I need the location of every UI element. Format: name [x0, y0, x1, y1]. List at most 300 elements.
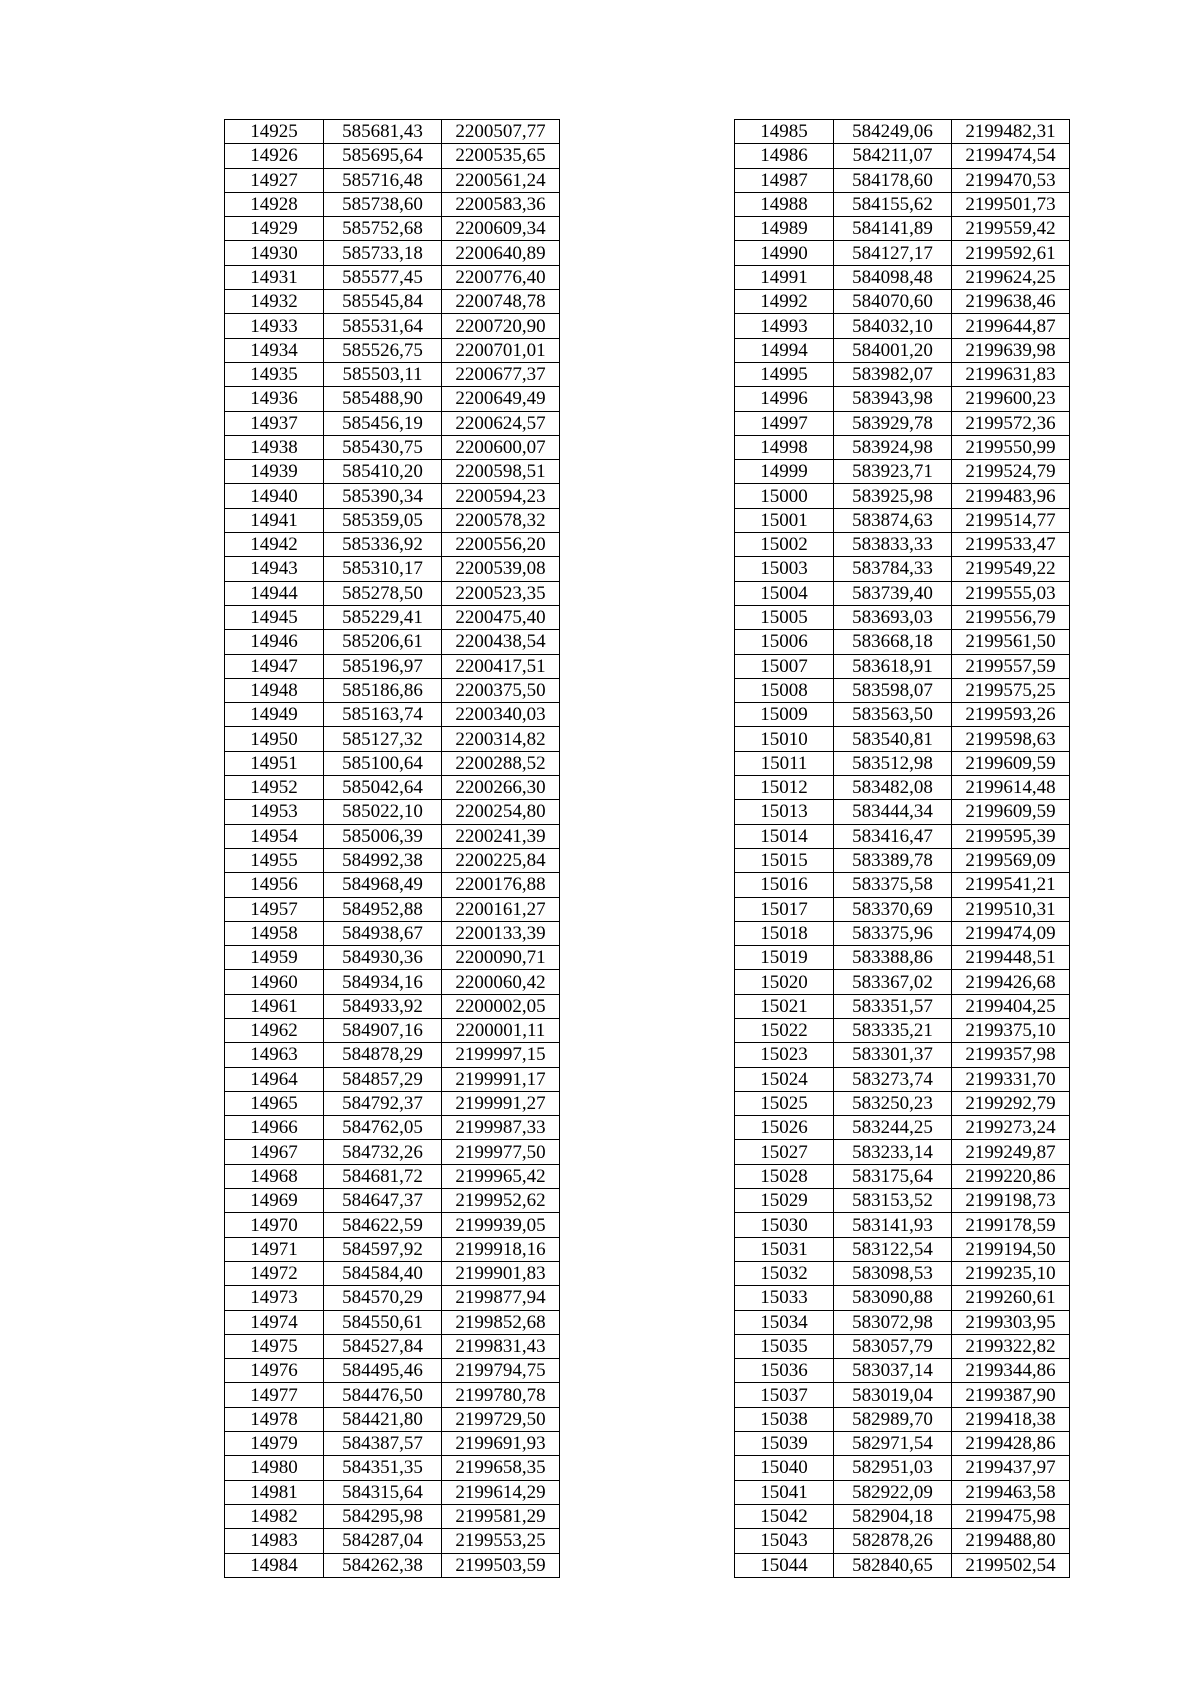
table-row — [735, 897, 1070, 921]
table-row — [225, 1140, 560, 1164]
x-coordinate-cell: 585531,64 — [324, 314, 442, 338]
x-coordinate-cell: 585022,10 — [324, 800, 442, 824]
point-number-cell: 14963 — [225, 1043, 324, 1067]
y-coordinate-cell: 2199901,83 — [442, 1261, 560, 1285]
table-row — [225, 435, 560, 459]
y-coordinate-cell: 2199463,58 — [952, 1480, 1070, 1504]
table-row — [225, 411, 560, 435]
table-row — [735, 314, 1070, 338]
table-row — [735, 1480, 1070, 1504]
x-coordinate-cell: 583244,25 — [834, 1116, 952, 1140]
table-row — [735, 1553, 1070, 1577]
point-number-cell: 14946 — [225, 630, 324, 654]
point-number-cell: 14936 — [225, 387, 324, 411]
y-coordinate-cell: 2199474,09 — [952, 921, 1070, 945]
y-coordinate-cell: 2200640,89 — [442, 241, 560, 265]
table-row — [735, 168, 1070, 192]
point-number-cell: 14978 — [225, 1407, 324, 1431]
table-row — [735, 533, 1070, 557]
y-coordinate-cell: 2199631,83 — [952, 362, 1070, 386]
table-row — [735, 435, 1070, 459]
x-coordinate-cell: 583598,07 — [834, 678, 952, 702]
table-row — [735, 120, 1070, 144]
point-number-cell: 15039 — [735, 1432, 834, 1456]
y-coordinate-cell: 2199561,50 — [952, 630, 1070, 654]
point-number-cell: 15043 — [735, 1529, 834, 1553]
point-number-cell: 14927 — [225, 168, 324, 192]
table-row — [735, 1504, 1070, 1528]
y-coordinate-cell: 2199600,23 — [952, 387, 1070, 411]
point-number-cell: 14977 — [225, 1383, 324, 1407]
point-number-cell: 15027 — [735, 1140, 834, 1164]
point-number-cell: 14968 — [225, 1164, 324, 1188]
table-row — [225, 1383, 560, 1407]
table-row — [225, 1456, 560, 1480]
table-row — [225, 387, 560, 411]
point-number-cell: 14999 — [735, 460, 834, 484]
y-coordinate-cell: 2200060,42 — [442, 970, 560, 994]
y-coordinate-cell: 2199194,50 — [952, 1237, 1070, 1261]
y-coordinate-cell: 2200254,80 — [442, 800, 560, 824]
table-row — [735, 1067, 1070, 1091]
point-number-cell: 15012 — [735, 776, 834, 800]
table-row — [735, 1432, 1070, 1456]
y-coordinate-cell: 2199939,05 — [442, 1213, 560, 1237]
table-row — [225, 1286, 560, 1310]
table-row — [735, 776, 1070, 800]
table-row — [735, 1286, 1070, 1310]
y-coordinate-cell: 2199592,61 — [952, 241, 1070, 265]
y-coordinate-cell: 2199426,68 — [952, 970, 1070, 994]
table-row — [225, 1553, 560, 1577]
point-number-cell: 15021 — [735, 994, 834, 1018]
point-number-cell: 15025 — [735, 1091, 834, 1115]
y-coordinate-cell: 2200535,65 — [442, 144, 560, 168]
y-coordinate-cell: 2199658,35 — [442, 1456, 560, 1480]
x-coordinate-cell: 583444,34 — [834, 800, 952, 824]
point-number-cell: 15000 — [735, 484, 834, 508]
table-row — [735, 1091, 1070, 1115]
point-number-cell: 14937 — [225, 411, 324, 435]
x-coordinate-cell: 583388,86 — [834, 946, 952, 970]
y-coordinate-cell: 2199991,27 — [442, 1091, 560, 1115]
x-coordinate-cell: 582878,26 — [834, 1529, 952, 1553]
table-row — [225, 508, 560, 532]
point-number-cell: 15001 — [735, 508, 834, 532]
x-coordinate-cell: 584421,80 — [324, 1407, 442, 1431]
point-number-cell: 14989 — [735, 217, 834, 241]
table-row — [225, 1504, 560, 1528]
point-number-cell: 15006 — [735, 630, 834, 654]
x-coordinate-cell: 585577,45 — [324, 265, 442, 289]
table-row — [225, 727, 560, 751]
y-coordinate-cell: 2200001,11 — [442, 1018, 560, 1042]
table-row — [225, 338, 560, 362]
point-number-cell: 14940 — [225, 484, 324, 508]
x-coordinate-cell: 583019,04 — [834, 1383, 952, 1407]
point-number-cell: 14988 — [735, 192, 834, 216]
x-coordinate-cell: 583925,98 — [834, 484, 952, 508]
x-coordinate-cell: 585229,41 — [324, 605, 442, 629]
x-coordinate-cell: 584907,16 — [324, 1018, 442, 1042]
x-coordinate-cell: 585695,64 — [324, 144, 442, 168]
x-coordinate-cell: 583037,14 — [834, 1359, 952, 1383]
point-number-cell: 15042 — [735, 1504, 834, 1528]
x-coordinate-cell: 583153,52 — [834, 1189, 952, 1213]
table-row — [735, 1529, 1070, 1553]
table-row — [735, 362, 1070, 386]
table-row — [735, 751, 1070, 775]
table-row — [735, 290, 1070, 314]
point-number-cell: 14941 — [225, 508, 324, 532]
table-row — [735, 1310, 1070, 1334]
point-number-cell: 14964 — [225, 1067, 324, 1091]
table-row — [735, 970, 1070, 994]
y-coordinate-cell: 2199482,31 — [952, 120, 1070, 144]
table-row — [735, 581, 1070, 605]
x-coordinate-cell: 584878,29 — [324, 1043, 442, 1067]
table-row — [225, 946, 560, 970]
y-coordinate-cell: 2199198,73 — [952, 1189, 1070, 1213]
point-number-cell: 15030 — [735, 1213, 834, 1237]
point-number-cell: 14934 — [225, 338, 324, 362]
x-coordinate-cell: 583982,07 — [834, 362, 952, 386]
table-row — [225, 460, 560, 484]
x-coordinate-cell: 582904,18 — [834, 1504, 952, 1528]
y-coordinate-cell: 2200375,50 — [442, 678, 560, 702]
table-row — [225, 1067, 560, 1091]
y-coordinate-cell: 2199977,50 — [442, 1140, 560, 1164]
x-coordinate-cell: 583618,91 — [834, 654, 952, 678]
y-coordinate-cell: 2199501,73 — [952, 192, 1070, 216]
x-coordinate-cell: 583512,98 — [834, 751, 952, 775]
y-coordinate-cell: 2200748,78 — [442, 290, 560, 314]
x-coordinate-cell: 584550,61 — [324, 1310, 442, 1334]
point-number-cell: 14955 — [225, 848, 324, 872]
x-coordinate-cell: 584155,62 — [834, 192, 952, 216]
table-row — [735, 873, 1070, 897]
point-number-cell: 14990 — [735, 241, 834, 265]
y-coordinate-cell: 2199877,94 — [442, 1286, 560, 1310]
y-coordinate-cell: 2199553,25 — [442, 1529, 560, 1553]
y-coordinate-cell: 2200340,03 — [442, 703, 560, 727]
point-number-cell: 14961 — [225, 994, 324, 1018]
x-coordinate-cell: 584098,48 — [834, 265, 952, 289]
point-number-cell: 14967 — [225, 1140, 324, 1164]
x-coordinate-cell: 585545,84 — [324, 290, 442, 314]
table-row — [735, 265, 1070, 289]
x-coordinate-cell: 582971,54 — [834, 1432, 952, 1456]
point-number-cell: 15022 — [735, 1018, 834, 1042]
y-coordinate-cell: 2199780,78 — [442, 1383, 560, 1407]
x-coordinate-cell: 584262,38 — [324, 1553, 442, 1577]
table-row — [225, 144, 560, 168]
x-coordinate-cell: 583057,79 — [834, 1334, 952, 1358]
x-coordinate-cell: 583784,33 — [834, 557, 952, 581]
table-row — [225, 1164, 560, 1188]
table-row — [735, 1140, 1070, 1164]
y-coordinate-cell: 2199997,15 — [442, 1043, 560, 1067]
point-number-cell: 15037 — [735, 1383, 834, 1407]
table-row — [225, 1529, 560, 1553]
x-coordinate-cell: 584287,04 — [324, 1529, 442, 1553]
point-number-cell: 14944 — [225, 581, 324, 605]
y-coordinate-cell: 2199249,87 — [952, 1140, 1070, 1164]
y-coordinate-cell: 2199533,47 — [952, 533, 1070, 557]
y-coordinate-cell: 2199595,39 — [952, 824, 1070, 848]
y-coordinate-cell: 2200583,36 — [442, 192, 560, 216]
x-coordinate-cell: 583375,96 — [834, 921, 952, 945]
table-row — [225, 168, 560, 192]
point-number-cell: 14992 — [735, 290, 834, 314]
point-number-cell: 15024 — [735, 1067, 834, 1091]
point-number-cell: 14935 — [225, 362, 324, 386]
point-number-cell: 14956 — [225, 873, 324, 897]
point-number-cell: 15020 — [735, 970, 834, 994]
table-row — [225, 1018, 560, 1042]
table-row — [225, 703, 560, 727]
point-number-cell: 15031 — [735, 1237, 834, 1261]
y-coordinate-cell: 2199556,79 — [952, 605, 1070, 629]
point-number-cell: 14945 — [225, 605, 324, 629]
point-number-cell: 15007 — [735, 654, 834, 678]
table-row — [225, 314, 560, 338]
point-number-cell: 15016 — [735, 873, 834, 897]
point-number-cell: 14942 — [225, 533, 324, 557]
y-coordinate-cell: 2200561,24 — [442, 168, 560, 192]
y-coordinate-cell: 2199292,79 — [952, 1091, 1070, 1115]
y-coordinate-cell: 2199524,79 — [952, 460, 1070, 484]
table-row — [735, 946, 1070, 970]
x-coordinate-cell: 584495,46 — [324, 1359, 442, 1383]
x-coordinate-cell: 584527,84 — [324, 1334, 442, 1358]
point-number-cell: 15014 — [735, 824, 834, 848]
x-coordinate-cell: 584070,60 — [834, 290, 952, 314]
point-number-cell: 15023 — [735, 1043, 834, 1067]
table-row — [225, 873, 560, 897]
x-coordinate-cell: 584387,57 — [324, 1432, 442, 1456]
x-coordinate-cell: 585752,68 — [324, 217, 442, 241]
point-number-cell: 14939 — [225, 460, 324, 484]
point-number-cell: 14943 — [225, 557, 324, 581]
point-number-cell: 14998 — [735, 435, 834, 459]
point-number-cell: 15028 — [735, 1164, 834, 1188]
point-number-cell: 14925 — [225, 120, 324, 144]
table-row — [225, 120, 560, 144]
point-number-cell: 14995 — [735, 362, 834, 386]
x-coordinate-cell: 585390,34 — [324, 484, 442, 508]
point-number-cell: 14975 — [225, 1334, 324, 1358]
x-coordinate-cell: 583833,33 — [834, 533, 952, 557]
point-number-cell: 14932 — [225, 290, 324, 314]
table-row — [735, 1334, 1070, 1358]
y-coordinate-cell: 2199178,59 — [952, 1213, 1070, 1237]
point-number-cell: 14953 — [225, 800, 324, 824]
y-coordinate-cell: 2200598,51 — [442, 460, 560, 484]
table-row — [735, 848, 1070, 872]
y-coordinate-cell: 2199331,70 — [952, 1067, 1070, 1091]
x-coordinate-cell: 584792,37 — [324, 1091, 442, 1115]
y-coordinate-cell: 2200578,32 — [442, 508, 560, 532]
x-coordinate-cell: 585456,19 — [324, 411, 442, 435]
x-coordinate-cell: 585127,32 — [324, 727, 442, 751]
y-coordinate-cell: 2200624,57 — [442, 411, 560, 435]
point-number-cell: 15041 — [735, 1480, 834, 1504]
table-row — [225, 994, 560, 1018]
x-coordinate-cell: 585163,74 — [324, 703, 442, 727]
x-coordinate-cell: 585488,90 — [324, 387, 442, 411]
x-coordinate-cell: 584933,92 — [324, 994, 442, 1018]
y-coordinate-cell: 2199952,62 — [442, 1189, 560, 1213]
table-row — [225, 1237, 560, 1261]
x-coordinate-cell: 583563,50 — [834, 703, 952, 727]
table-row — [225, 265, 560, 289]
point-number-cell: 14960 — [225, 970, 324, 994]
x-coordinate-cell: 582922,09 — [834, 1480, 952, 1504]
x-coordinate-cell: 585733,18 — [324, 241, 442, 265]
x-coordinate-cell: 583122,54 — [834, 1237, 952, 1261]
x-coordinate-cell: 585006,39 — [324, 824, 442, 848]
point-number-cell: 14979 — [225, 1432, 324, 1456]
x-coordinate-cell: 582989,70 — [834, 1407, 952, 1431]
point-number-cell: 14949 — [225, 703, 324, 727]
y-coordinate-cell: 2199541,21 — [952, 873, 1070, 897]
x-coordinate-cell: 583389,78 — [834, 848, 952, 872]
table-row — [735, 678, 1070, 702]
x-coordinate-cell: 585042,64 — [324, 776, 442, 800]
x-coordinate-cell: 584622,59 — [324, 1213, 442, 1237]
x-coordinate-cell: 585410,20 — [324, 460, 442, 484]
x-coordinate-cell: 584001,20 — [834, 338, 952, 362]
point-number-cell: 14972 — [225, 1261, 324, 1285]
y-coordinate-cell: 2199503,59 — [442, 1553, 560, 1577]
x-coordinate-cell: 584211,07 — [834, 144, 952, 168]
table-row — [225, 1116, 560, 1140]
point-number-cell: 15003 — [735, 557, 834, 581]
table-row — [225, 557, 560, 581]
x-coordinate-cell: 585206,61 — [324, 630, 442, 654]
table-row — [225, 1480, 560, 1504]
table-body-left — [225, 120, 560, 1578]
x-coordinate-cell: 583233,14 — [834, 1140, 952, 1164]
x-coordinate-cell: 584178,60 — [834, 168, 952, 192]
y-coordinate-cell: 2199965,42 — [442, 1164, 560, 1188]
x-coordinate-cell: 585278,50 — [324, 581, 442, 605]
x-coordinate-cell: 585310,17 — [324, 557, 442, 581]
table-row — [225, 970, 560, 994]
x-coordinate-cell: 584597,92 — [324, 1237, 442, 1261]
point-number-cell: 14931 — [225, 265, 324, 289]
y-coordinate-cell: 2199918,16 — [442, 1237, 560, 1261]
y-coordinate-cell: 2199303,95 — [952, 1310, 1070, 1334]
table-row — [735, 630, 1070, 654]
table-row — [735, 921, 1070, 945]
table-row — [225, 1261, 560, 1285]
table-row — [735, 192, 1070, 216]
table-row — [225, 1043, 560, 1067]
point-number-cell: 14986 — [735, 144, 834, 168]
y-coordinate-cell: 2200701,01 — [442, 338, 560, 362]
point-number-cell: 14966 — [225, 1116, 324, 1140]
point-number-cell: 15044 — [735, 1553, 834, 1577]
table-row — [225, 921, 560, 945]
point-number-cell: 14993 — [735, 314, 834, 338]
y-coordinate-cell: 2199322,82 — [952, 1334, 1070, 1358]
point-number-cell: 15013 — [735, 800, 834, 824]
y-coordinate-cell: 2199502,54 — [952, 1553, 1070, 1577]
y-coordinate-cell: 2200417,51 — [442, 654, 560, 678]
point-number-cell: 14996 — [735, 387, 834, 411]
x-coordinate-cell: 585100,64 — [324, 751, 442, 775]
y-coordinate-cell: 2199593,26 — [952, 703, 1070, 727]
x-coordinate-cell: 583375,58 — [834, 873, 952, 897]
table-row — [225, 654, 560, 678]
x-coordinate-cell: 584930,36 — [324, 946, 442, 970]
point-number-cell: 14954 — [225, 824, 324, 848]
table-row — [735, 1237, 1070, 1261]
y-coordinate-cell: 2200523,35 — [442, 581, 560, 605]
table-row — [225, 1189, 560, 1213]
y-coordinate-cell: 2200720,90 — [442, 314, 560, 338]
x-coordinate-cell: 583141,93 — [834, 1213, 952, 1237]
point-number-cell: 14957 — [225, 897, 324, 921]
y-coordinate-cell: 2199273,24 — [952, 1116, 1070, 1140]
y-coordinate-cell: 2199344,86 — [952, 1359, 1070, 1383]
point-number-cell: 14930 — [225, 241, 324, 265]
point-number-cell: 15040 — [735, 1456, 834, 1480]
y-coordinate-cell: 2199428,86 — [952, 1432, 1070, 1456]
y-coordinate-cell: 2200161,27 — [442, 897, 560, 921]
x-coordinate-cell: 584295,98 — [324, 1504, 442, 1528]
y-coordinate-cell: 2199624,25 — [952, 265, 1070, 289]
point-number-cell: 15034 — [735, 1310, 834, 1334]
y-coordinate-cell: 2200539,08 — [442, 557, 560, 581]
coordinates-table-right — [734, 119, 1070, 1578]
y-coordinate-cell: 2199572,36 — [952, 411, 1070, 435]
y-coordinate-cell: 2199387,90 — [952, 1383, 1070, 1407]
y-coordinate-cell: 2199614,48 — [952, 776, 1070, 800]
table-row — [735, 217, 1070, 241]
table-row — [225, 533, 560, 557]
x-coordinate-cell: 584249,06 — [834, 120, 952, 144]
y-coordinate-cell: 2199609,59 — [952, 751, 1070, 775]
x-coordinate-cell: 585196,97 — [324, 654, 442, 678]
table-row — [225, 897, 560, 921]
y-coordinate-cell: 2200600,07 — [442, 435, 560, 459]
point-number-cell: 14973 — [225, 1286, 324, 1310]
y-coordinate-cell: 2199794,75 — [442, 1359, 560, 1383]
point-number-cell: 14974 — [225, 1310, 324, 1334]
point-number-cell: 15033 — [735, 1286, 834, 1310]
table-row — [735, 1383, 1070, 1407]
table-row — [225, 362, 560, 386]
point-number-cell: 14983 — [225, 1529, 324, 1553]
y-coordinate-cell: 2199514,77 — [952, 508, 1070, 532]
y-coordinate-cell: 2199691,93 — [442, 1432, 560, 1456]
x-coordinate-cell: 583370,69 — [834, 897, 952, 921]
point-number-cell: 15038 — [735, 1407, 834, 1431]
y-coordinate-cell: 2200266,30 — [442, 776, 560, 800]
point-number-cell: 15011 — [735, 751, 834, 775]
y-coordinate-cell: 2199575,25 — [952, 678, 1070, 702]
table-row — [225, 192, 560, 216]
point-number-cell: 15002 — [735, 533, 834, 557]
x-coordinate-cell: 584141,89 — [834, 217, 952, 241]
table-row — [735, 824, 1070, 848]
x-coordinate-cell: 585186,86 — [324, 678, 442, 702]
x-coordinate-cell: 583098,53 — [834, 1261, 952, 1285]
y-coordinate-cell: 2199404,25 — [952, 994, 1070, 1018]
